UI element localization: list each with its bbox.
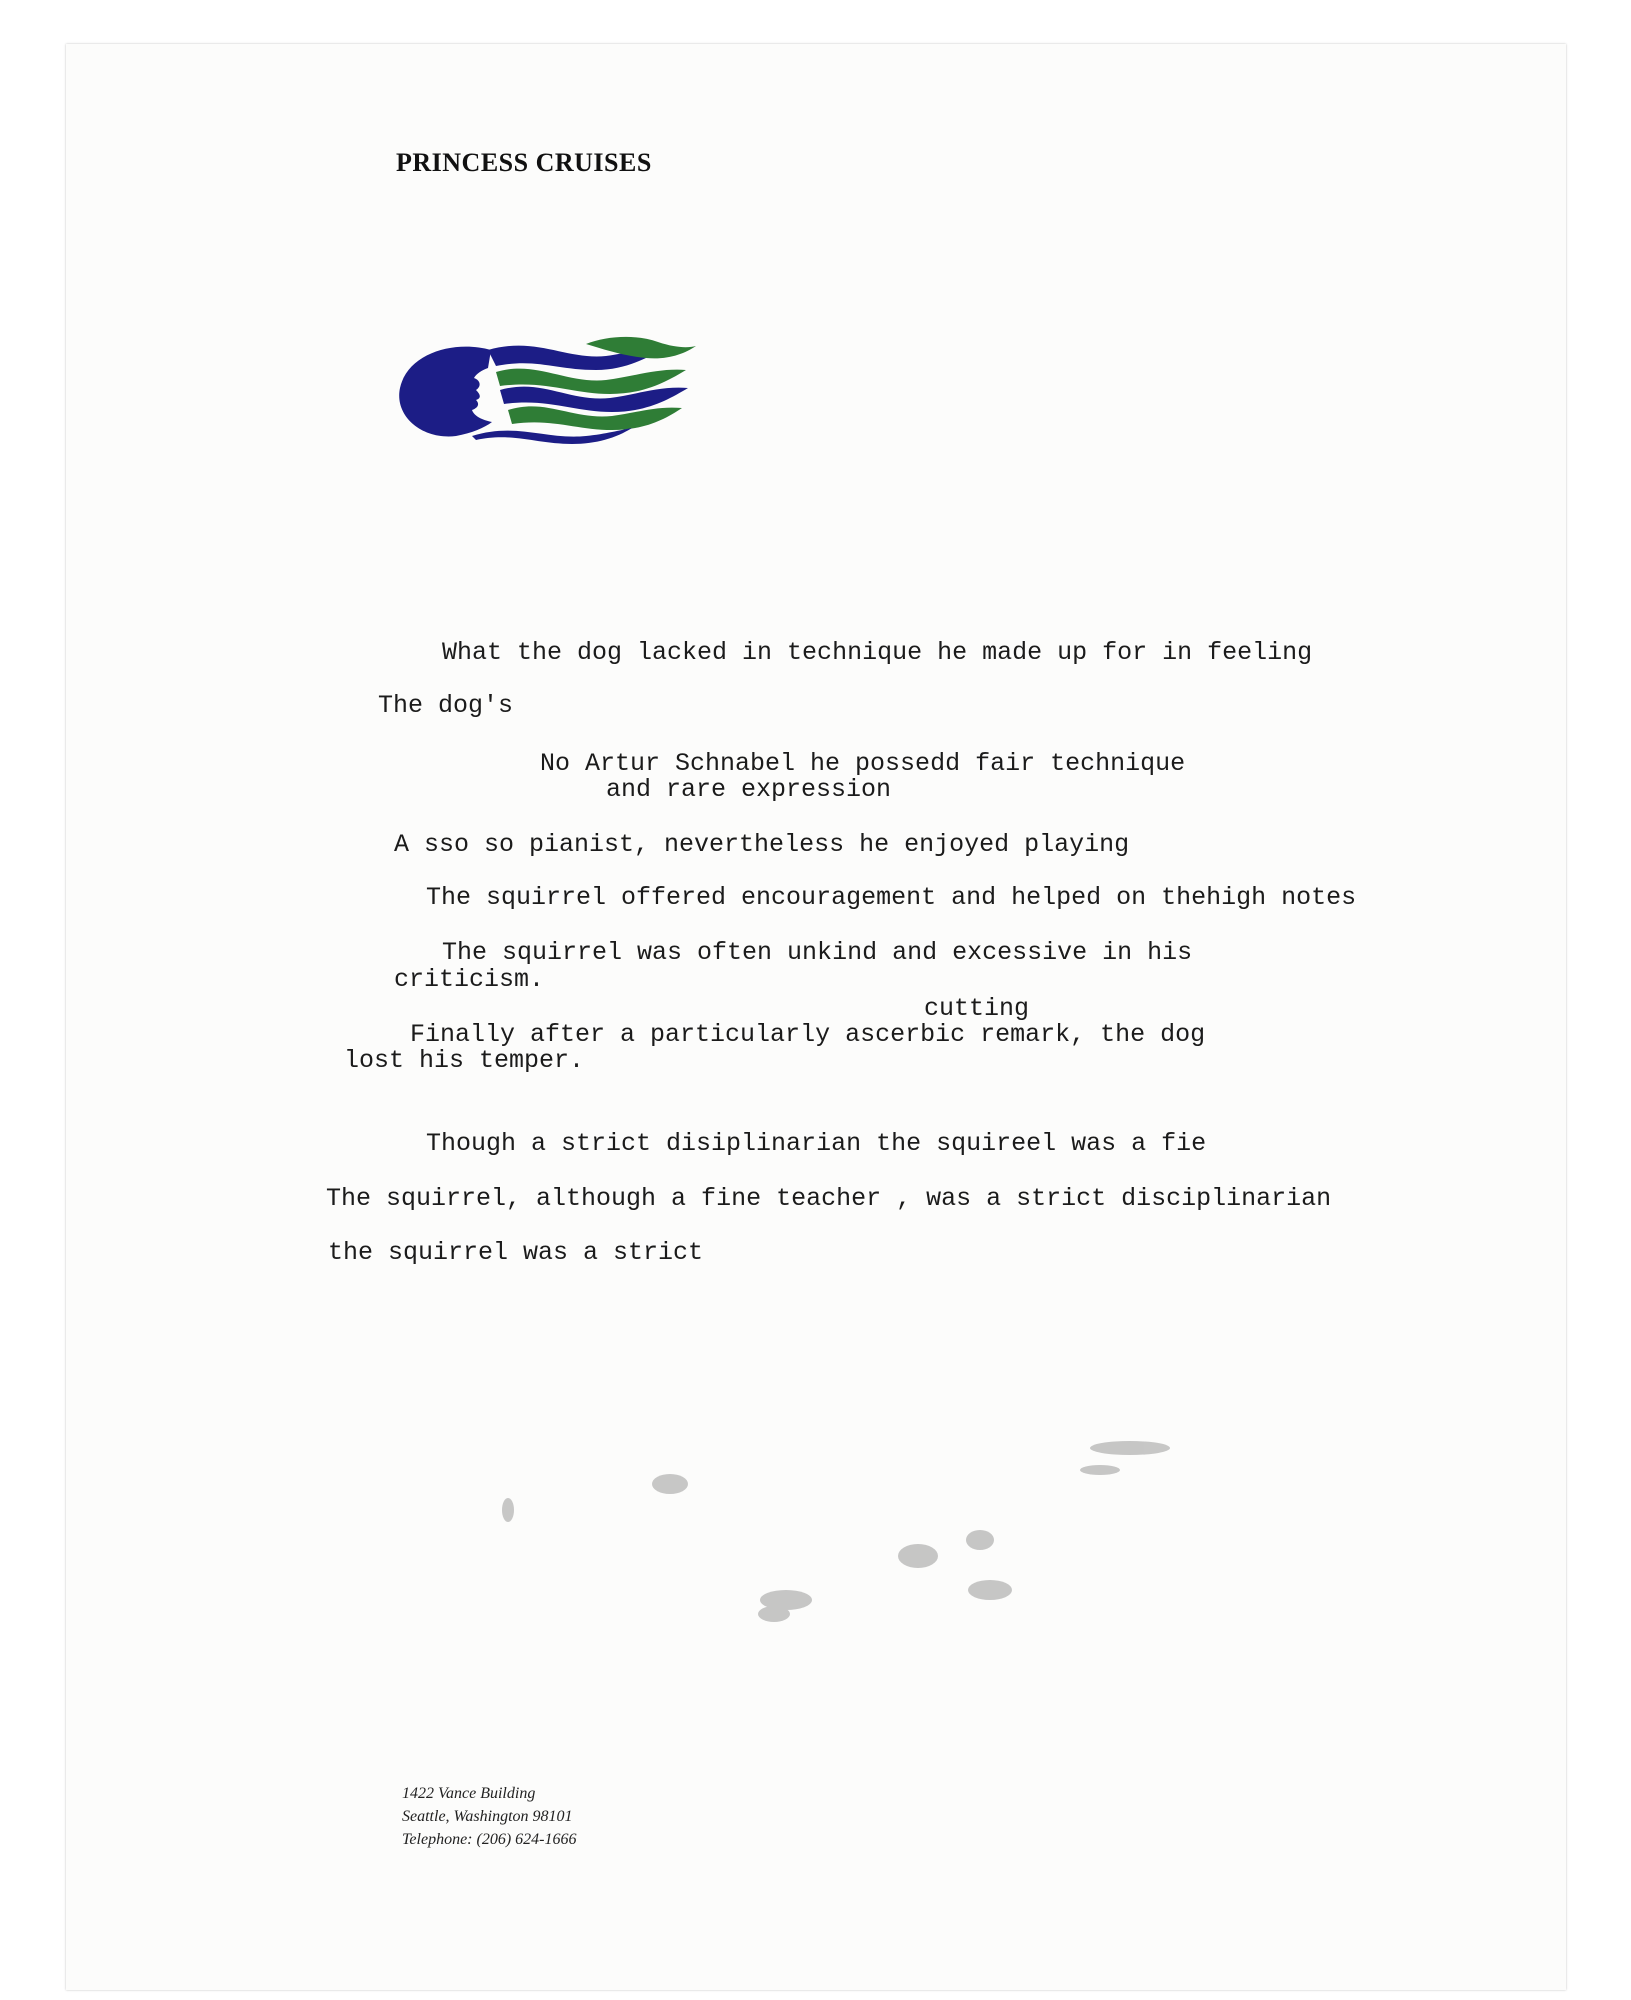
logo-head-shape — [399, 347, 492, 437]
footer-address — [402, 1782, 577, 1851]
typed-line: criticism. — [394, 965, 545, 994]
company-name: PRINCESS CRUISES — [396, 148, 652, 177]
princess-cruises-logo — [396, 336, 696, 446]
logo-wave-green-top — [586, 337, 696, 358]
typed-line: No Artur Schnabel he possedd fair technique — [540, 749, 1186, 778]
typed-line: The squirrel offered encouragement and helped on thehigh notes — [426, 883, 1357, 912]
telephone-line: Telephone: (206) 624-1666 — [402, 1831, 577, 1848]
typed-line: and rare expression — [606, 775, 892, 804]
typed-line: the squirrel was a strict — [328, 1238, 704, 1267]
letter-page — [66, 44, 1566, 1990]
typed-line: The squirrel was often unkind and excessive in his — [442, 938, 1193, 967]
typed-line: The squirrel, although a fine teacher , was a strict disciplinarian — [326, 1184, 1332, 1213]
address-line: Seattle, Washington 98101 — [402, 1808, 573, 1825]
logo-wave-blue-low — [472, 428, 632, 444]
typed-line: cutting — [924, 994, 1030, 1023]
typed-line: What the dog lacked in technique he made up for in feeling — [442, 638, 1313, 667]
address-line: 1422 Vance Building — [402, 1785, 536, 1802]
typed-line: The dog's — [378, 691, 514, 720]
typed-line: Though a strict disiplinarian the squireel was a fie — [426, 1129, 1207, 1158]
typed-line: A sso so pianist, nevertheless he enjoyed playing — [394, 830, 1130, 859]
typed-line: lost his temper. — [344, 1046, 585, 1075]
typed-line: Finally after a particularly ascerbic remark, the dog — [410, 1020, 1206, 1049]
